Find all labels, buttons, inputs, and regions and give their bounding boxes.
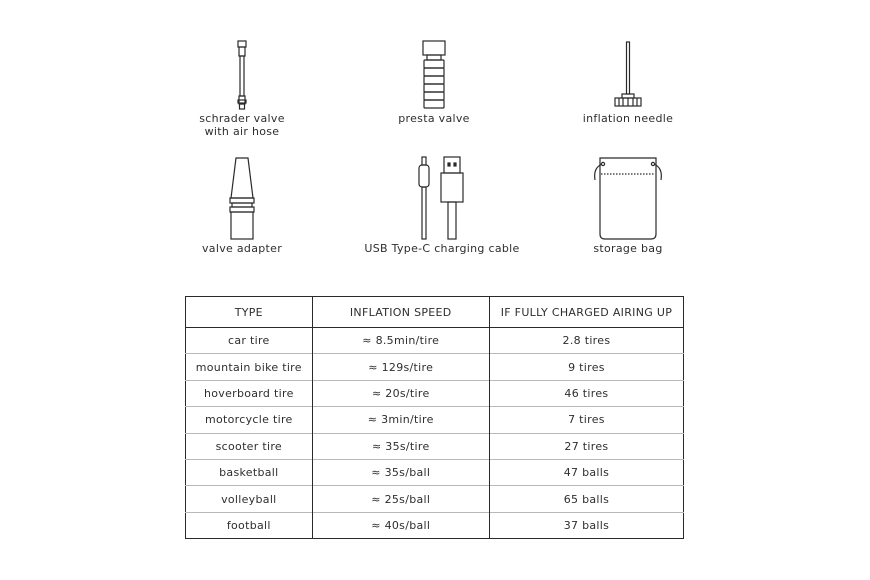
table-row (186, 380, 684, 406)
schrader-valve-icon (222, 38, 262, 112)
table-row (186, 407, 684, 433)
cell-charged: 2.8 tires (562, 334, 611, 348)
cell-speed: ≈ 129s/tire (312, 354, 489, 380)
column-header-fully-charged: IF FULLY CHARGED AIRING UP (489, 297, 683, 328)
cell-type: football (186, 512, 313, 538)
table-row (186, 512, 684, 538)
cell-type: volleyball (186, 486, 313, 512)
cell-charged: 9 tires (489, 354, 683, 380)
accessory-label: schrader valve with air hose (199, 112, 285, 138)
accessory-label: valve adapter (201, 242, 283, 255)
column-header-type: TYPE (186, 297, 313, 328)
cell-type: car tire (186, 328, 313, 354)
cell-charged: 27 tires (489, 433, 683, 459)
accessory-valve-adapter (142, 154, 342, 255)
accessory-usb-cable (342, 154, 542, 255)
cell-type: motorcycle tire (186, 407, 313, 433)
cell-type: mountain bike tire (186, 354, 313, 380)
cell-type: hoverboard tire (186, 380, 313, 406)
inflation-needle-icon (608, 38, 648, 112)
cell-type: basketball (186, 459, 313, 485)
table-header-row (186, 297, 684, 328)
cell-speed: ≈ 3min/tire (312, 407, 489, 433)
accessory-label: presta valve (398, 112, 470, 125)
column-header-inflation-speed: INFLATION SPEED (312, 297, 489, 328)
cell-speed: ≈ 35s/tire (312, 433, 489, 459)
table-row (186, 486, 684, 512)
table-row (186, 433, 684, 459)
inflation-specs-table (185, 296, 684, 539)
cell-speed: ≈ 40s/ball (312, 512, 489, 538)
accessory-label: inflation needle (582, 112, 674, 125)
cell-speed: ≈ 8.5min/tire (312, 328, 489, 354)
accessory-inflation-needle (528, 38, 728, 125)
cell-type: scooter tire (186, 433, 313, 459)
cell-speed: ≈ 25s/ball (312, 486, 489, 512)
cell-charged: 46 tires (489, 380, 683, 406)
accessory-label: storage bag (593, 242, 663, 255)
accessory-presta-valve (334, 38, 534, 125)
presta-valve-icon (414, 38, 454, 112)
cell-speed: ≈ 20s/tire (312, 380, 489, 406)
cell-charged: 37 balls (489, 512, 683, 538)
accessory-schrader-valve (142, 38, 342, 138)
valve-adapter-icon (222, 154, 262, 242)
storage-bag-icon (590, 154, 666, 242)
cell-speed: ≈ 35s/ball (312, 459, 489, 485)
table-row (186, 328, 684, 354)
cell-charged: 7 tires (489, 407, 683, 433)
accessory-label: USB Type-C charging cable (364, 242, 520, 255)
table-row (186, 459, 684, 485)
cell-charged: 65 balls (489, 486, 683, 512)
usb-cable-icon (414, 154, 470, 242)
table-row (186, 354, 684, 380)
accessory-storage-bag (528, 154, 728, 255)
cell-charged: 47 balls (489, 459, 683, 485)
